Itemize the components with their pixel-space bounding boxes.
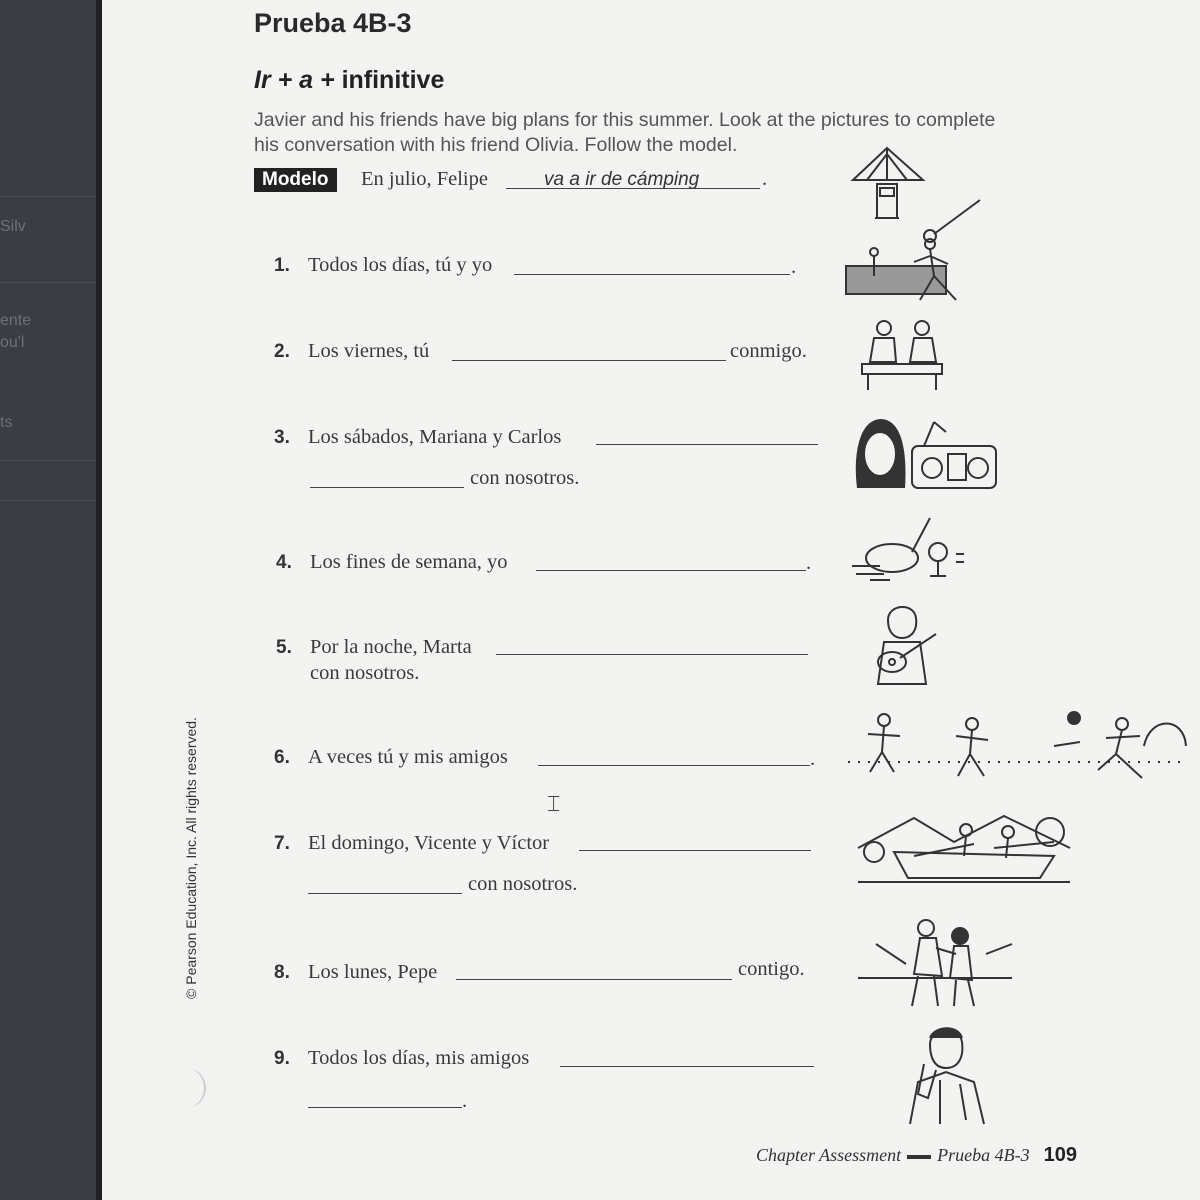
dancing-picture: [856, 914, 1016, 1010]
golf-picture: [850, 514, 970, 590]
answer-blank-1[interactable]: [514, 274, 790, 275]
section-heading: Ir + a + infinitive: [254, 66, 445, 94]
modelo-text: En julio, Felipe: [361, 168, 488, 190]
telephone-picture: [900, 1024, 996, 1128]
page-number: 109: [1043, 1144, 1078, 1166]
page-footer: Chapter Assessment Prueba 4B-3 109: [756, 1144, 1078, 1166]
background-text: ts: [0, 414, 13, 431]
binder-hole: [174, 1068, 206, 1108]
picnic-picture: [858, 316, 948, 394]
text-cursor-icon: ⌶: [547, 792, 561, 817]
answer-blank-5[interactable]: [496, 654, 808, 655]
guitar-picture: [864, 598, 944, 690]
answer-blank-8[interactable]: [456, 979, 732, 980]
modelo-badge: Modelo: [254, 168, 337, 192]
instructions: Javier and his friends have big plans for this summer. Look at the pictures to complete his conversation with his friend Olivia. Follow the model.: [254, 109, 996, 156]
answer-blank-3a[interactable]: [596, 444, 818, 445]
question-4: 4. Los fines de semana, yo: [276, 551, 508, 573]
question-2: 2. Los viernes, tú: [274, 340, 430, 362]
background-text: Silv: [0, 218, 26, 235]
modelo-answer: va a ir de cámping: [544, 169, 700, 190]
page-title: Prueba 4B-3: [254, 8, 412, 38]
background-text: ente: [0, 312, 32, 329]
answer-blank-3b[interactable]: [310, 487, 464, 488]
copyright-notice: © Pearson Education, Inc. All rights reserved.: [182, 717, 199, 999]
tennis-picture: [844, 196, 984, 308]
answer-blank-9a[interactable]: [560, 1066, 814, 1067]
music-radio-picture: [850, 414, 1000, 492]
background-app-panel: [0, 0, 100, 1200]
question-5: 5. Por la noche, Marta: [276, 636, 472, 658]
answer-blank-6[interactable]: [538, 765, 810, 766]
question-6: 6. A veces tú y mis amigos: [274, 746, 508, 768]
question-1: 1. Todos los días, tú y yo: [274, 254, 493, 276]
question-8: 8. Los lunes, Pepe: [274, 961, 438, 983]
background-text: ou'l: [0, 334, 25, 351]
page-edge: [96, 0, 102, 1200]
answer-blank-4[interactable]: [536, 570, 806, 571]
answer-blank-2[interactable]: [452, 360, 726, 361]
question-3: 3. Los sábados, Mariana y Carlos: [274, 426, 562, 448]
answer-blank-7b[interactable]: [308, 893, 462, 894]
question-9: 9. Todos los días, mis amigos: [274, 1047, 530, 1069]
worksheet-page: Prueba 4B-3 Ir + a + infinitive Javier and his friends have big plans for this summer. Look at the pictures to complete his conversation with his friend Olivia. Follow the model. Modelo En julio, Felipe va a ir de cámping . 1. Todos los días, tú y yo . 2. Los viernes, tú conmigo. 3. Los sábados, Mariana y Carlos con nosotros. 4. Los fines de semana, yo . 5. Por la noche, Marta con nosotros. 6. A veces tú y mis amigos . 7. El domingo, Vicente y Víctor con nosotros. 8. Los lunes, Pepe contigo. 9. Todos los días, mis amigos . © Pearson Education, Inc. All rights reserved. Chapter Assessment Prueba 4B-3 109 ⌶: [100, 0, 1200, 1200]
answer-blank-9b[interactable]: [308, 1107, 462, 1108]
answer-blank-7a[interactable]: [579, 850, 811, 851]
rowing-boat-picture: [854, 812, 1074, 888]
soccer-picture: [844, 706, 1190, 786]
question-7: 7. El domingo, Vicente y Víctor: [274, 832, 550, 854]
